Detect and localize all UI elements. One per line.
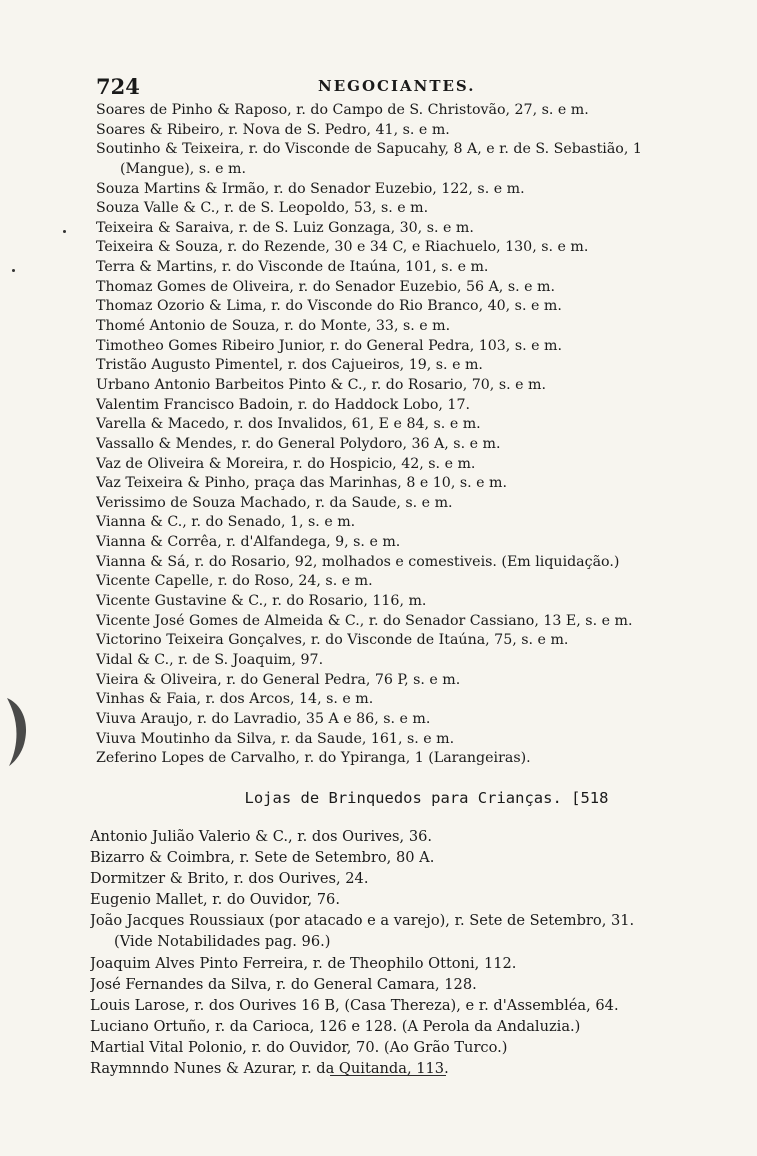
margin-dot xyxy=(12,269,15,272)
list-item: Vinhas & Faia, r. dos Arcos, 14, s. e m. xyxy=(96,691,374,708)
merchant-list xyxy=(96,101,736,769)
list-item: Viuva Araujo, r. do Lavradio, 35 A e 86, s. e m. xyxy=(96,710,431,727)
list-item: Viuva Moutinho da Silva, r. da Saude, 161, s. e m. xyxy=(96,730,455,747)
list-item: Teixeira & Saraiva, r. de S. Luiz Gonzaga, 30, s. e m. xyxy=(96,219,474,236)
list-item: Joaquim Alves Pinto Ferreira, r. de Theophilo Ottoni, 112. xyxy=(90,954,517,972)
list-item: João Jacques Roussiaux (por atacado e a varejo), r. Sete de Setembro, 31. xyxy=(90,912,635,930)
list-item: Urbano Antonio Barbeitos Pinto & C., r. do Rosario, 70, s. e m. xyxy=(96,376,546,393)
section-heading xyxy=(0,789,757,807)
list-item: Vicente Capelle, r. do Roso, 24, s. e m. xyxy=(96,573,373,590)
list-item: Valentim Francisco Badoin, r. do Haddock Lobo, 17. xyxy=(96,396,470,413)
list-item: Varella & Macedo, r. dos Invalidos, 61, E e 84, s. e m. xyxy=(96,416,481,433)
list-item: Dormitzer & Brito, r. dos Ourives, 24. xyxy=(90,870,369,888)
list-item: Terra & Martins, r. do Visconde de Itaúna, 101, s. e m. xyxy=(96,259,489,276)
margin-dot xyxy=(63,230,66,233)
page-header xyxy=(96,74,736,98)
list-item: José Fernandes da Silva, r. do General Camara, 128. xyxy=(90,975,477,993)
list-item: Soares & Ribeiro, r. Nova de S. Pedro, 41, s. e m. xyxy=(96,121,450,138)
ink-smudge-mark xyxy=(3,690,33,770)
list-item: Vicente Gustavine & C., r. do Rosario, 116, m. xyxy=(96,593,427,610)
list-item: Vianna & C., r. do Senado, 1, s. e m. xyxy=(96,514,356,531)
list-item: Vianna & Corrêa, r. d'Alfandega, 9, s. e m. xyxy=(96,534,401,551)
list-item: Vicente José Gomes de Almeida & C., r. do Senador Cassiano, 13 E, s. e m. xyxy=(96,612,633,629)
list-item: Souza Valle & C., r. de S. Leopoldo, 53, s. e m. xyxy=(96,200,429,217)
list-item: Thomaz Ozorio & Lima, r. do Visconde do Rio Branco, 40, s. e m. xyxy=(96,298,562,315)
running-title: NEGOCIANTES. xyxy=(318,77,476,95)
list-item: Raymnndo Nunes & Azurar, r. da Quitanda, 113. xyxy=(90,1060,449,1078)
list-item: Timotheo Gomes Ribeiro Junior, r. do General Pedra, 103, s. e m. xyxy=(96,337,562,354)
list-item: Vaz de Oliveira & Moreira, r. do Hospicio, 42, s. e m. xyxy=(96,455,476,472)
list-item: Souza Martins & Irmão, r. do Senador Euzebio, 122, s. e m. xyxy=(96,180,525,197)
list-item: Verissimo de Souza Machado, r. da Saude, s. e m. xyxy=(96,494,453,511)
list-item: Soutinho & Teixeira, r. do Visconde de Sapucahy, 8 A, e r. de S. Sebastião, 1 xyxy=(96,141,642,158)
list-item: Zeferino Lopes de Carvalho, r. do Ypiranga, 1 (Larangeiras). xyxy=(96,750,531,767)
page-number: 724 xyxy=(96,74,140,99)
toy-shop-list xyxy=(90,826,730,1079)
list-item: Bizarro & Coimbra, r. Sete de Setembro, 80 A. xyxy=(90,849,435,867)
section-reference: [518 xyxy=(571,789,609,807)
list-item: Vieira & Oliveira, r. do General Pedra, 76 P, s. e m. xyxy=(96,671,461,688)
list-item: Louis Larose, r. dos Ourives 16 B, (Casa Thereza), e r. d'Assembléa, 64. xyxy=(90,996,619,1014)
section-title: Lojas de Brinquedos para Crianças. xyxy=(244,789,562,807)
list-item: Antonio Julião Valerio & C., r. dos Ourives, 36. xyxy=(90,828,433,845)
list-item: Thomé Antonio de Souza, r. do Monte, 33, s. e m. xyxy=(96,318,451,335)
list-item: Vaz Teixeira & Pinho, praça das Marinhas, 8 e 10, s. e m. xyxy=(96,475,508,492)
list-item-continuation: (Mangue), s. e m. xyxy=(120,160,246,177)
list-item: Martial Vital Polonio, r. do Ouvidor, 70. (Ao Grão Turco.) xyxy=(90,1038,508,1056)
list-item: Tristão Augusto Pimentel, r. dos Cajueiros, 19, s. e m. xyxy=(96,357,483,374)
list-item: Victorino Teixeira Gonçalves, r. do Visconde de Itaúna, 75, s. e m. xyxy=(96,632,569,649)
list-item: Eugenio Mallet, r. do Ouvidor, 76. xyxy=(90,891,340,909)
list-item: Vianna & Sá, r. do Rosario, 92, molhados e comestiveis. (Em liquidação.) xyxy=(96,553,620,570)
list-item: Luciano Ortuño, r. da Carioca, 126 e 128. (A Perola da Andaluzia.) xyxy=(90,1017,581,1035)
list-item: Thomaz Gomes de Oliveira, r. do Senador Euzebio, 56 A, s. e m. xyxy=(96,278,556,295)
list-item: Soares de Pinho & Raposo, r. do Campo de S. Christovão, 27, s. e m. xyxy=(96,102,589,118)
closing-rule xyxy=(330,1075,446,1076)
list-item: Vidal & C., r. de S. Joaquim, 97. xyxy=(96,651,324,668)
list-item: Vassallo & Mendes, r. do General Polydoro, 36 A, s. e m. xyxy=(96,435,501,452)
list-item: Teixeira & Souza, r. do Rezende, 30 e 34 C, e Riachuelo, 130, s. e m. xyxy=(96,239,589,256)
list-item-continuation: (Vide Notabilidades pag. 96.) xyxy=(114,933,331,951)
